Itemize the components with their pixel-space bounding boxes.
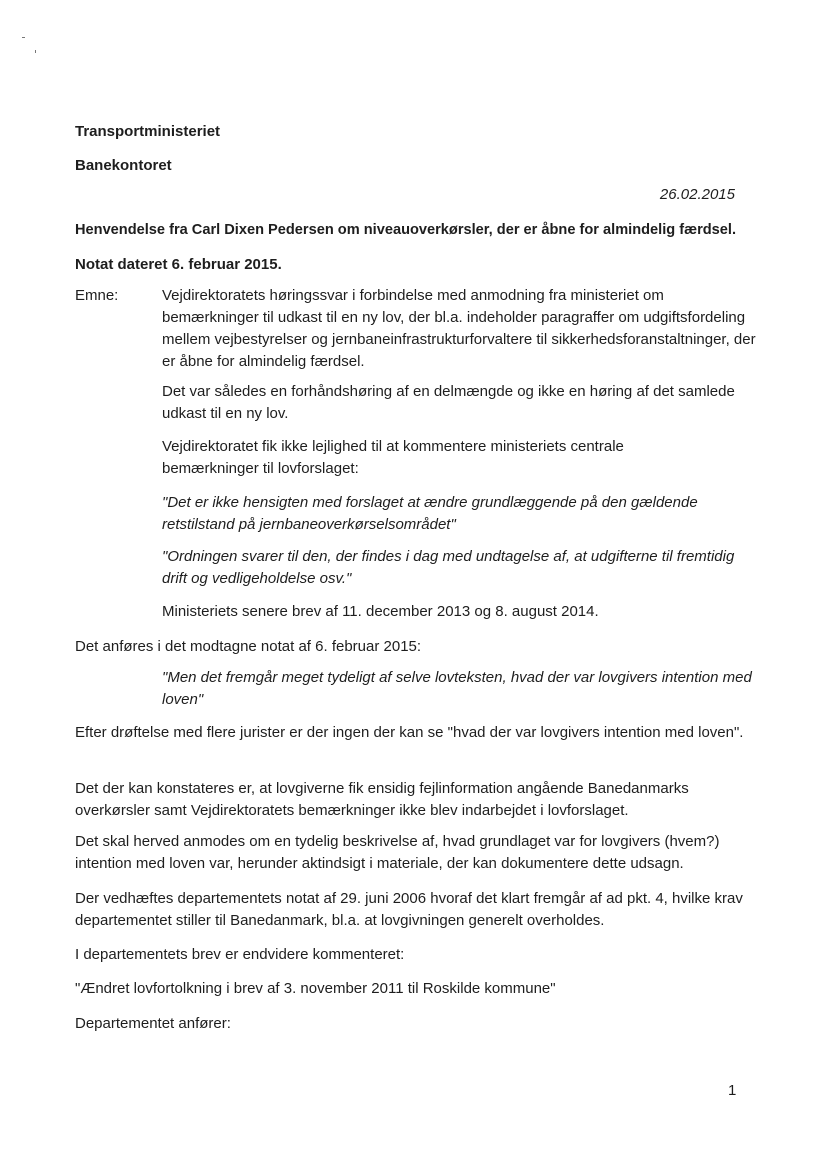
emne-label: Emne: <box>75 287 119 304</box>
emne-paragraph-4: Ministeriets senere brev af 11. december 2013 og 8. august 2014. <box>162 603 599 620</box>
emne-paragraph-2: Det var således en forhåndshøring af en delmængde og ikke en høring af det samlede udkast til en ny lov. <box>162 383 735 422</box>
body-paragraph-12: Departementet anfører: <box>75 1015 231 1032</box>
quote-3: "Men det fremgår meget tydeligt af selve lovteksten, hvad der var lovgivers intention med loven" <box>162 669 752 708</box>
body-paragraph-9: Der vedhæftes departementets notat af 29. juni 2006 hvoraf det klart fremgår af ad pkt. 4, hvilke krav departementet stiller til Banedanmark, bl.a. at lovgivningen generelt overholdes. <box>75 890 743 929</box>
emne-paragraph-3: Vejdirektoratet fik ikke lejlighed til at kommentere ministeriets centrale bemærkninger til lovforslaget: <box>162 438 624 477</box>
body-paragraph-8: Det skal herved anmodes om en tydelig beskrivelse af, hvad grundlaget var for lovgivers (hvem?) intention med loven var, herunder aktindsigt i materiale, der kan dokumentere dette udsagn. <box>75 833 720 872</box>
quote-1: "Det er ikke hensigten med forslaget at ændre grundlæggende på den gældende retstilstand på jernbaneoverkørselsområdet" <box>162 494 698 533</box>
recipient: Transportministeriet <box>75 123 221 140</box>
body-paragraph-7: Det der kan konstateres er, at lovgiverne fik ensidig fejlinformation angående Banedanmarks overkørsler samt Vejdirektoratets bemærkninger ikke blev indarbejdet i lovforslaget. <box>75 780 689 819</box>
scan-speck <box>22 37 25 38</box>
emne-paragraph-1: Vejdirektoratets høringssvar i forbindelse med anmodning fra ministeriet om bemærkninger til udkast til en ny lov, der bl.a. indeholder paragraffer om udgiftsfordeling mellem vejbestyrelser og jernbaneinfrastrukturforvaltere til sikkerhedsforanstaltninger, der er åbne for almindelig færdsel. <box>162 287 756 370</box>
body-paragraph-6: Efter drøftelse med flere jurister er der ingen der kan se "hvad der var lovgivers intention med loven". <box>75 724 744 741</box>
memo-reference: Notat dateret 6. februar 2015. <box>75 256 282 273</box>
body-paragraph-10: I departementets brev er endvidere kommenteret: <box>75 946 405 963</box>
document-date: 26.02.2015 <box>659 186 735 203</box>
page-number: 1 <box>728 1082 737 1099</box>
scan-speck <box>35 50 36 53</box>
subject-title: Henvendelse fra Carl Dixen Pedersen om niveauoverkørsler, der er åbne for almindelig færdsel. <box>75 222 737 238</box>
body-paragraph-5: Det anføres i det modtagne notat af 6. februar 2015: <box>75 638 422 655</box>
department: Banekontoret <box>75 157 172 174</box>
quote-2: "Ordningen svarer til den, der findes i dag med undtagelse af, at udgifterne til fremtidig drift og vedligeholdelse osv." <box>162 548 735 587</box>
body-paragraph-11: "Ændret lovfortolkning i brev af 3. november 2011 til Roskilde kommune" <box>75 980 556 997</box>
